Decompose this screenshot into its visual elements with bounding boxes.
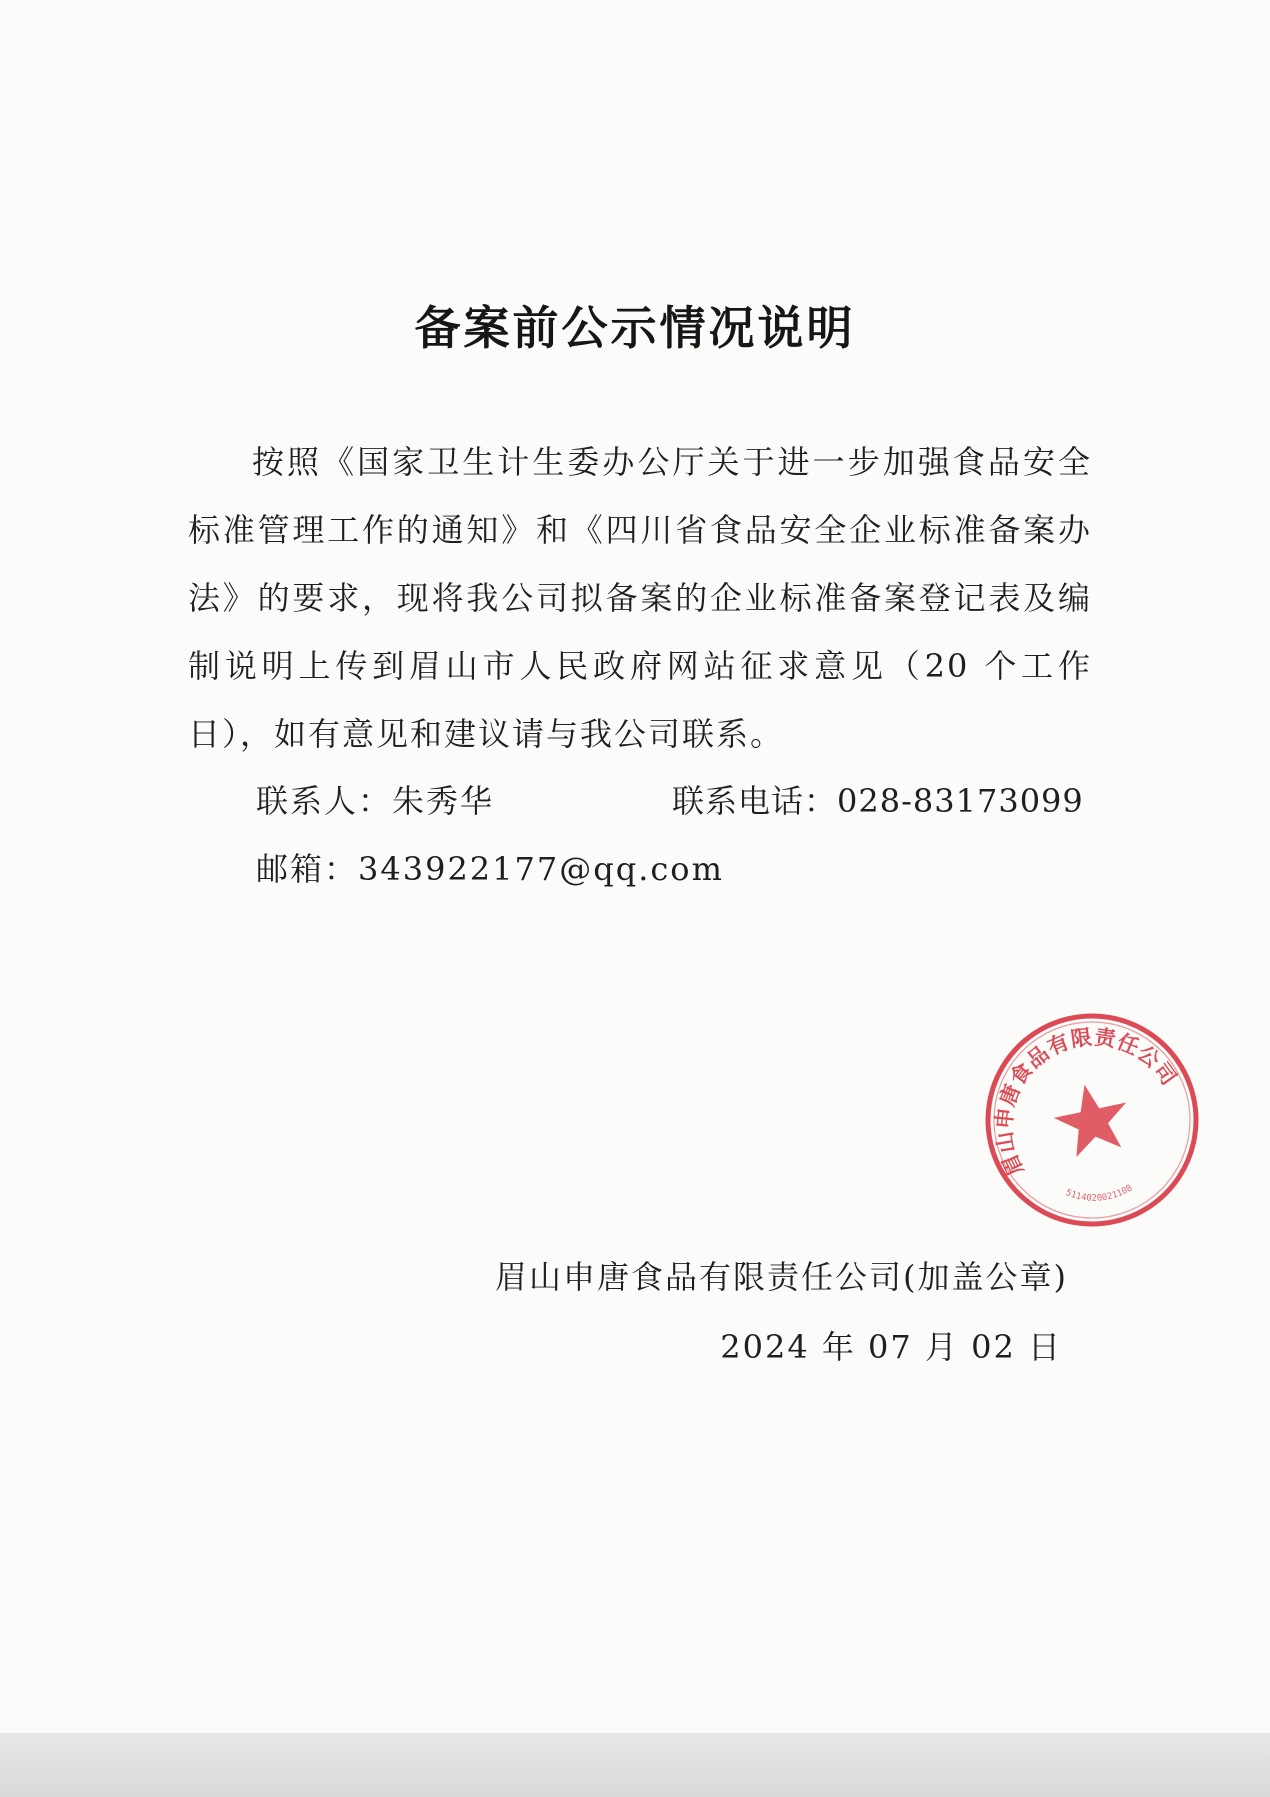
svg-text:5114020021108 (1062, 1175, 1135, 1212)
document-title: 备案前公示情况说明 (414, 301, 856, 355)
body-paragraph: 按照《国家卫生计生委办公厅关于进一步加强食品安全标准管理工作的通知》和《四川省食品安全企业标准备案办法》的要求，现将我公司拟备案的企业标准备案登记表及编制说明上传到眉山市人民政府网站征求意见（20 个工作日），如有意见和建议请与我公司联系。 (188, 443, 1092, 753)
star-icon (1048, 1077, 1135, 1160)
document-body (188, 428, 1092, 768)
company-seal (962, 990, 1223, 1251)
company-signature: 眉山申唐食品有限责任公司(加盖公章) (495, 1258, 1068, 1296)
seal-code: 5114020021108 (1064, 1183, 1135, 1204)
seal-text: 眉山申唐食品有限责任公司 (991, 1024, 1182, 1180)
page-bottom-margin (0, 1733, 1270, 1797)
contact-email: 邮箱：343922177@qq.com (256, 850, 724, 888)
contact-person: 联系人：朱秀华 (256, 782, 495, 820)
contact-phone: 联系电话：028-83173099 (672, 782, 1084, 820)
signature-date: 2024 年 07 月 02 日 (720, 1328, 1062, 1366)
